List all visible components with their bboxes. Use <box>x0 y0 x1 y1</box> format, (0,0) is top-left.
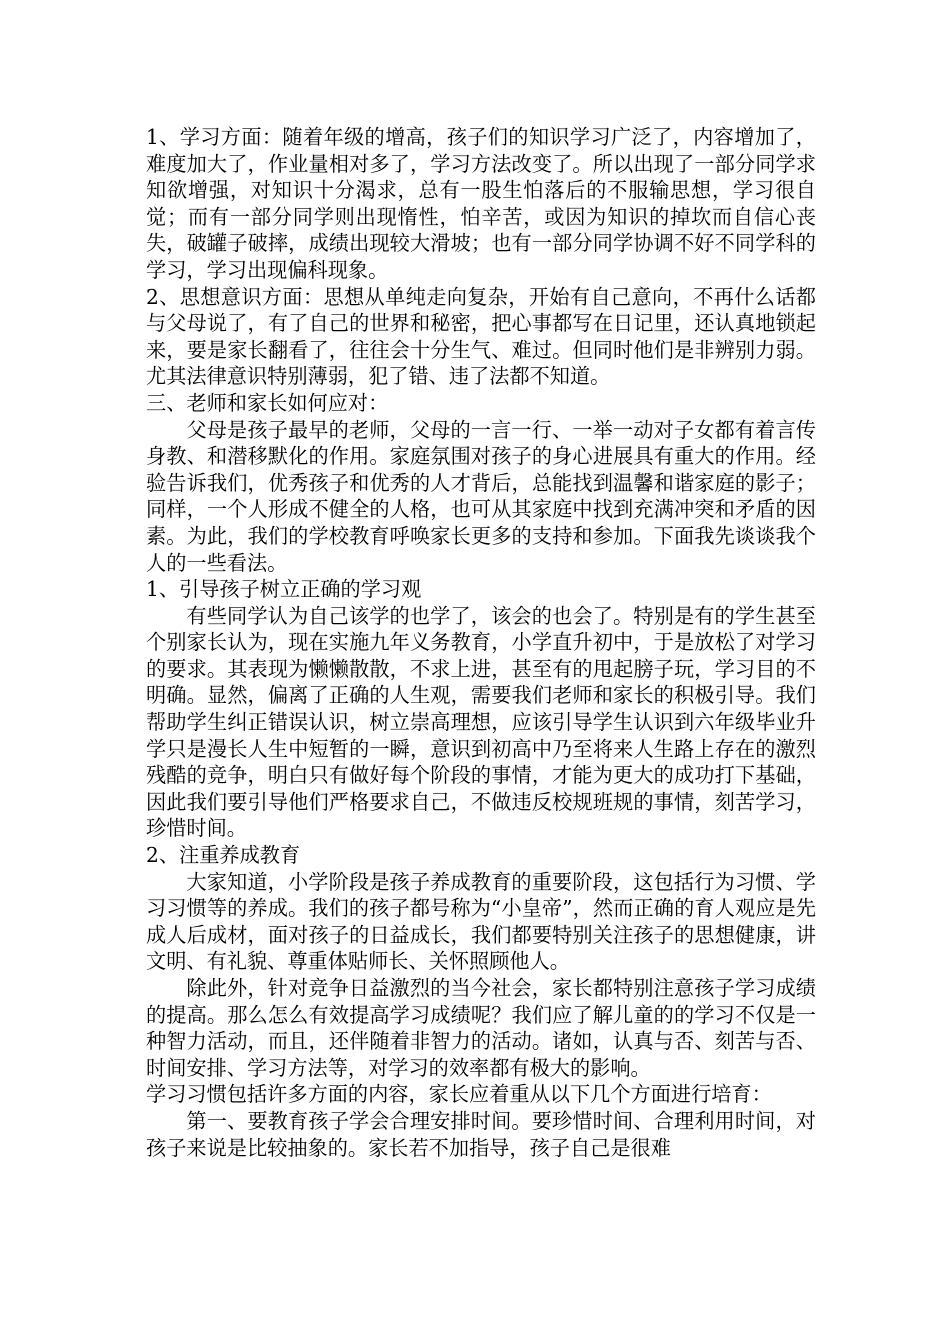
paragraph-study-habits-intro: 学习习惯包括许多方面的内容，家长应着重从以下几个方面进行培育： <box>146 1082 772 1107</box>
paragraph-study-aspect: 1、学习方面：随着年级的增高，孩子们的知识学习广泛了，内容增加了，难度加大了，作业量相对多了，学习方法改变了。所以出现了一部分同学求知欲增强，对知识十分渴求，总有一股生怕落后的不服输思想，学习很自觉；而有一部分同学则出现惰性，怕辛苦，或因为知识的掉坎而自信心丧失，破罐子破摔，成绩出现较大滑坡；也有一部分同学协调不好不同学科的学习，学习出现偏科现象。 <box>146 125 816 282</box>
section-heading-response: 三、老师和家长如何应对： <box>146 390 389 415</box>
paragraph-study-efficiency: 除此外，针对竞争日益激烈的当今社会，家长都特别注意孩子学习成绩的提高。那么怎么有效提高学习成绩呢？我们应了解儿童的的学习不仅是一种智力活动，而且，还伴随着非智力的活动。诸如，认真与否、刻苦与否、时间安排、学习方法等，对学习的效率都有极大的影响。 <box>146 976 816 1080</box>
paragraph-learning-view: 有些同学认为自己该学的也学了，该会的也会了。特别是有的学生甚至个别家长认为，现在实施九年义务教育，小学直升初中，于是放松了对学习的要求。其表现为懒懒散散，不求上进，甚至有的甩起膀子玩，学习目的不明确。显然，偏离了正确的人生观，需要我们老师和家长的积极引导。我们帮助学生纠正错误认识，树立崇高理想，应该引导学生认识到六年级毕业升学只是漫长人生中短暂的一瞬，意识到初高中乃至将来人生路上存在的激烈残酷的竞争，明白只有做好每个阶段的事情，才能为更大的成功打下基础，因此我们要引导他们严格要求自己，不做违反校规班规的事情，刻苦学习，珍惜时间。 <box>146 603 816 841</box>
subheading-learning-view: 1、引导孩子树立正确的学习观 <box>146 577 422 602</box>
subheading-habit-education: 2、注重养成教育 <box>146 843 301 868</box>
paragraph-time-management: 第一、要教育孩子学会合理安排时间。要珍惜时间、合理利用时间，对孩子来说是比较抽象的。家长若不加指导，孩子自己是很难 <box>146 1108 816 1160</box>
paragraph-thought-aspect: 2、思想意识方面：思想从单纯走向复杂，开始有自己意向，不再什么话都与父母说了，有了自己的世界和秘密，把心事都写在日记里，还认真地锁起来，要是家长翻看了，往往会十分生气、难过。但同时他们是非辨别力弱。尤其法律意识特别薄弱，犯了错、违了法都不知道。 <box>146 284 816 389</box>
document-body <box>146 124 816 1161</box>
paragraph-parents-role: 父母是孩子最早的老师，父母的一言一行、一举一动对子女都有着言传身教、和潜移默化的作用。家庭氛围对孩子的身心进展具有重大的作用。经验告诉我们，优秀孩子和优秀的人才背后，总能找到温馨和谐家庭的影子；同样，一个人形成不健全的人格，也可从其家庭中找到充满冲突和矛盾的因素。为此，我们的学校教育呼唤家长更多的支持和参加。下面我先谈谈我个人的一些看法。 <box>146 417 816 575</box>
paragraph-habit-education: 大家知道，小学阶段是孩子养成教育的重要阶段，这包括行为习惯、学习习惯等的养成。我们的孩子都号称为“小皇帝”，然而正确的育人观应是先成人后成材，面对孩子的日益成长，我们都要特别关注孩子的思想健康，讲文明、有礼貌、尊重体贴师长、关怀照顾他人。 <box>146 869 816 974</box>
